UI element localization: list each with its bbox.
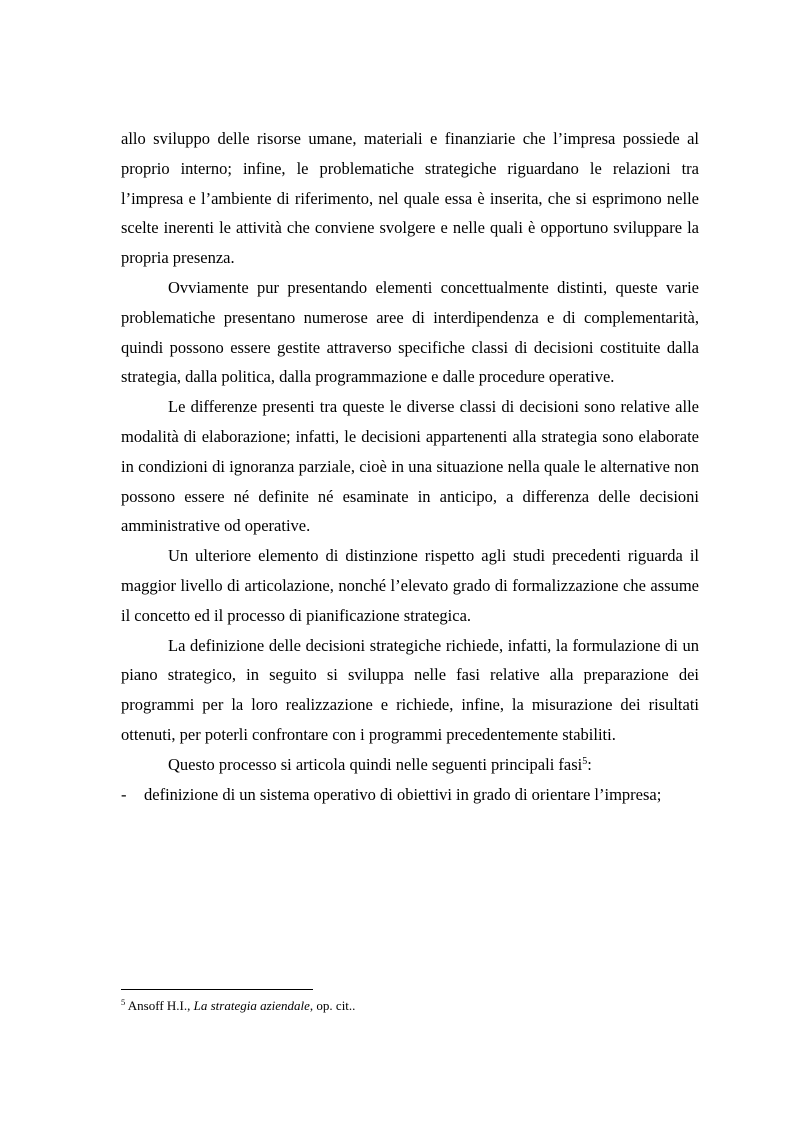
body-text <box>121 124 699 809</box>
footnote <box>121 997 699 1015</box>
paragraph-differenze: Le differenze presenti tra queste le diverse classi di decisioni sono relative alle modalità di elaborazione; infatti, le decisioni appartenenti alla strategia sono elaborate in condizioni di ignoranza parziale, cioè in una situazione nella quale le alternative non possono essere né definite né esaminate in anticipo, a differenza delle decisioni amministrative od operative. <box>121 397 699 536</box>
footnote-rest: , op. cit.. <box>309 998 356 1013</box>
paragraph-distinzione: Un ulteriore elemento di distinzione rispetto agli studi precedenti riguarda il maggior livello di articolazione, nonché l’elevato grado di formalizzazione che assume il concetto ed il processo di pianificazione strategica. <box>121 546 699 625</box>
footnote-separator <box>121 989 313 990</box>
paragraph-processo <box>121 750 699 780</box>
paragraph-continuation: allo sviluppo delle risorse umane, materiali e finanziarie che l’impresa possiede al proprio interno; infine, le problematiche strategiche riguardano le relazioni tra l’impresa e l’ambiente di riferimento, nel quale essa è inserita, che si esprimono nelle scelte inerenti le attività che conviene svolgere e nelle quali è opportuno sviluppare la propria presenza. <box>121 129 699 268</box>
paragraph-processo-colon: : <box>587 754 592 774</box>
paragraph-definizione: La definizione delle decisioni strategiche richiede, infatti, la formulazione di un piano strategico, in seguito si sviluppa nelle fasi relative alla preparazione dei programmi per la loro realizzazione e richiede, infine, la misurazione dei risultati ottenuti, per poterli confrontare con i programmi precedentemente stabiliti. <box>121 635 699 744</box>
footnote-author: Ansoff H.I., <box>127 998 191 1013</box>
footnote-title: La strategia aziendale <box>193 998 310 1013</box>
list-item-text: definizione di un sistema operativo di obiettivi in grado di orientare l’impresa; <box>144 784 662 804</box>
paragraph-processo-text: Questo processo si articola quindi nelle seguenti principali fasi <box>168 754 583 774</box>
footnote-number: 5 <box>121 997 126 1007</box>
list-bullet: - <box>121 784 127 804</box>
list-item <box>121 780 699 810</box>
phase-list <box>121 780 699 810</box>
footnote-reference[interactable]: 5 <box>582 755 588 767</box>
paragraph-problematiche: Ovviamente pur presentando elementi concettualmente distinti, queste varie problematiche presentano numerose aree di interdipendenza e di complementarità, quindi possono essere gestite attraverso specifiche classi di decisioni costituite dalla strategia, dalla politica, dalla programmazione e dalle procedure operative. <box>121 277 699 387</box>
